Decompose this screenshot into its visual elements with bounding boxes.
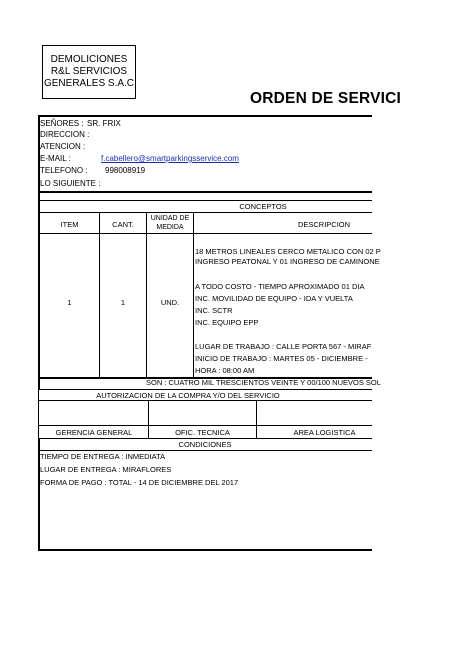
table-top-border	[38, 191, 372, 193]
row-desc-line: A TODO COSTO - TIEMPO APROXIMADO 01 DIA	[195, 282, 365, 291]
conceptos-header: CONCEPTOS	[239, 202, 287, 211]
row-desc-line: LUGAR DE TRABAJO : CALLE PORTA 567 - MIRAF	[195, 342, 372, 351]
row-desc-line: INC. EQUIPO EPP	[195, 318, 259, 327]
row-desc-line: INICIO DE TRABAJO : MARTES 05 - DICIEMBRE -	[195, 354, 368, 363]
company-name-line-2: R&L SERVICIOS	[50, 66, 128, 77]
condition-line: TIEMPO DE ENTREGA : INMEDIATA	[40, 452, 166, 461]
table-line	[38, 212, 372, 213]
col-header-cant: CANT.	[112, 220, 134, 229]
col-divider	[146, 212, 147, 377]
son-amount-text: SON : CUATRO MIL TRESCIENTOS VEINTE Y 00/100 NUEVOS SOL	[146, 378, 381, 387]
telefono-value: 998008919	[105, 166, 146, 175]
condition-line: FORMA DE PAGO : TOTAL - 14 DE DICIEMBRE DEL 2017	[40, 478, 239, 487]
auth-left-border	[38, 389, 39, 439]
conditions-line	[38, 450, 372, 451]
col-header-descripcion: DESCRIPCION	[297, 220, 351, 229]
conditions-bottom-border	[38, 549, 372, 551]
document-title: ORDEN DE SERVICI	[250, 90, 402, 107]
auth-area-label: AREA LOGISTICA	[293, 428, 356, 437]
col-header-item: ITEM	[60, 220, 79, 229]
col-divider	[193, 212, 194, 377]
company-name-line-3: GENERALES S.A.C	[43, 78, 135, 89]
telefono-label: TELEFONO :	[40, 166, 88, 175]
auth-ofic-label: OFIC. TECNICA	[175, 428, 230, 437]
row-desc-line: INC. SCTR	[195, 306, 233, 315]
auth-header: AUTORIZACION DE LA COMPRA Y/O DEL SERVICIO	[96, 391, 280, 400]
auth-bottom-border	[38, 438, 372, 439]
email-link[interactable]: f.cabellero@smartparkingsservice.com	[101, 154, 239, 163]
senores-value: SR. FRIX	[87, 119, 121, 128]
company-name-line-1: DEMOLICIONES	[50, 54, 128, 65]
senores-label: SEÑORES :	[40, 119, 84, 128]
row-desc-line: INGRESO PEATONAL Y 01 INGRESO DE CAMINONE	[195, 257, 380, 266]
company-box	[42, 45, 136, 99]
row-cant: 1	[120, 298, 126, 307]
email-label: E-MAIL :	[40, 154, 71, 163]
auth-line	[38, 425, 372, 426]
row-item: 1	[67, 298, 72, 307]
direccion-label: DIRECCION :	[40, 130, 90, 139]
row-desc-line: INC. MOVILIDAD DE EQUIPO - IDA Y VUELTA	[195, 294, 353, 303]
row-desc-line: 18 METROS LINEALES CERCO METALICO CON 02 P	[195, 247, 381, 256]
col-divider	[99, 212, 100, 377]
auth-line	[38, 400, 372, 401]
table-line	[38, 200, 372, 201]
conditions-header: CONDICIONES	[178, 440, 232, 449]
condition-line: LUGAR DE ENTREGA : MIRAFLORES	[40, 465, 172, 474]
siguiente-label: LO SIGUIENTE :	[40, 179, 101, 188]
auth-top-border	[38, 389, 372, 390]
header-top-border	[38, 115, 372, 117]
row-desc-line: HORA : 08:00 AM	[195, 366, 255, 375]
table-line	[38, 233, 372, 234]
row-unidad: UND.	[160, 298, 180, 307]
auth-gerencia-label: GERENCIA GENERAL	[55, 428, 133, 437]
col-header-unidad-1: UNIDAD DE	[150, 215, 190, 222]
atencion-label: ATENCION :	[40, 142, 86, 151]
col-header-unidad-2: MEDIDA	[156, 224, 184, 231]
